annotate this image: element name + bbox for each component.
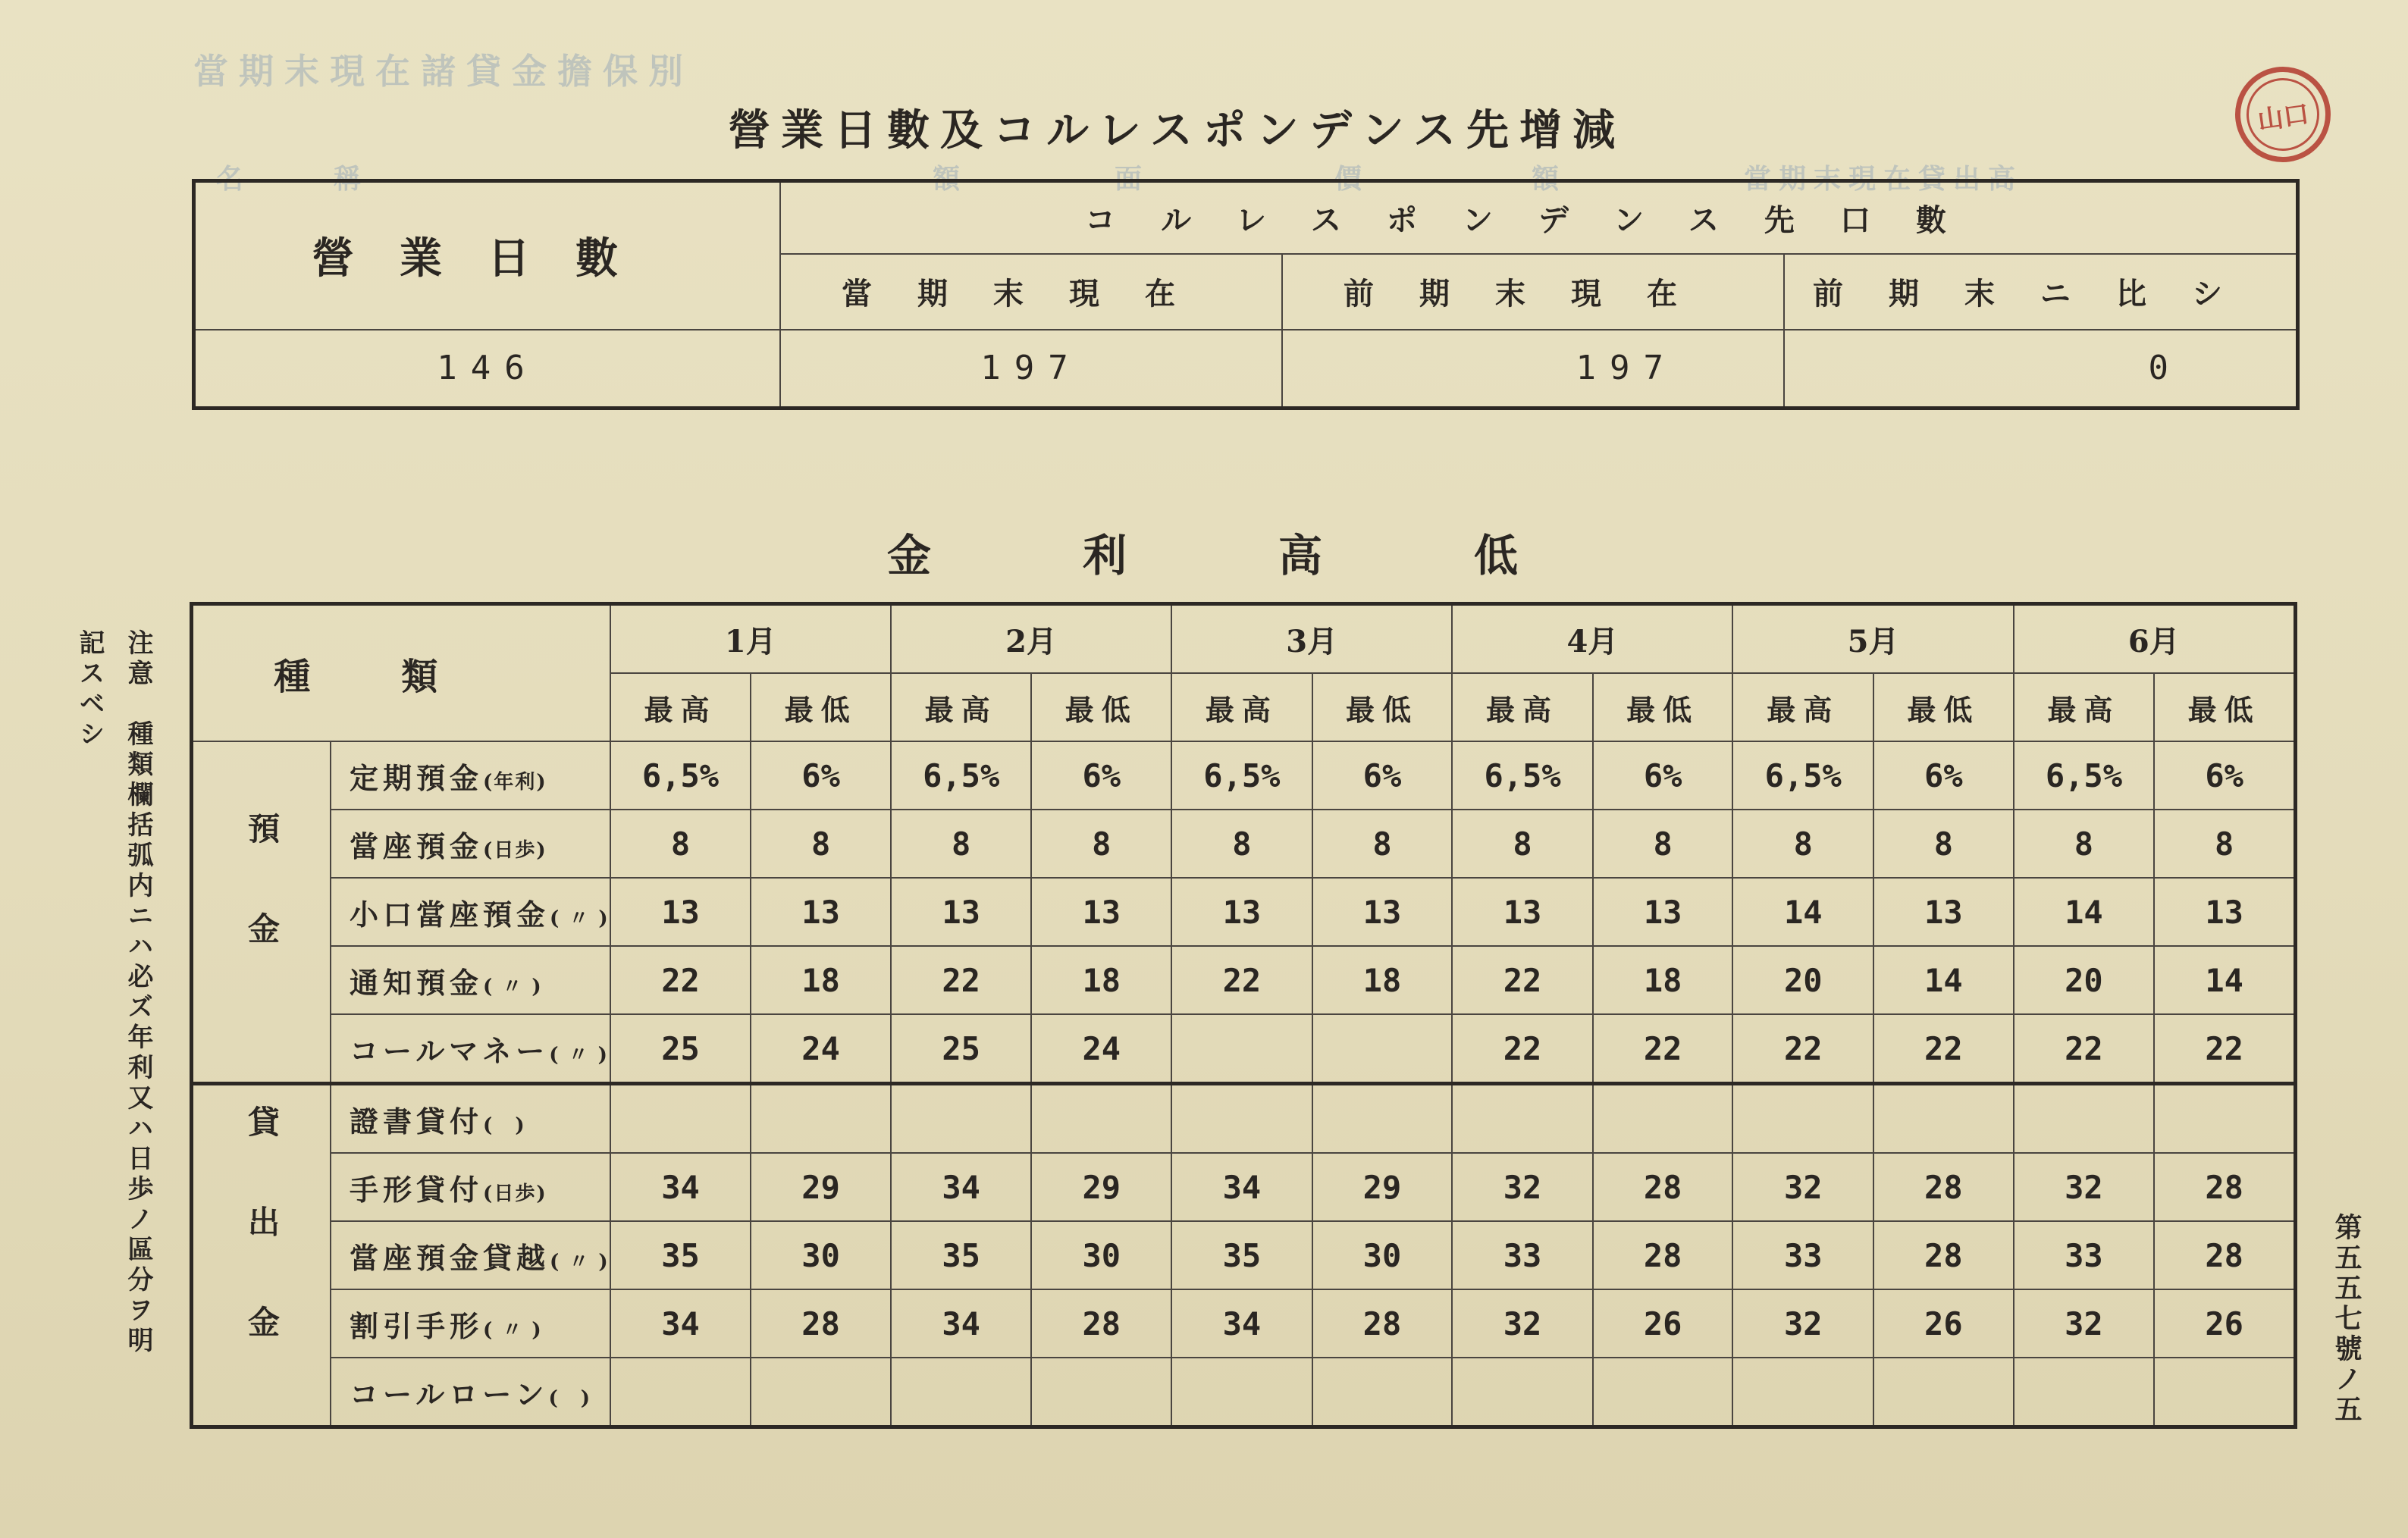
table-row [192,810,2296,878]
table-row [192,946,2296,1014]
rate-cell [1312,1014,1453,1084]
rate-cell: 8 [1312,810,1453,878]
rate-cell: 32 [1732,1153,1873,1221]
rate-cell [891,1358,1032,1427]
rate-cell [891,1084,1032,1154]
rate-cell: 6% [1031,741,1171,810]
rate-cell: 13 [2154,878,2295,946]
rate-cell: 14 [1873,946,2014,1014]
seal-text: 山口 [2256,98,2311,136]
rate-cell: 8 [751,810,891,878]
rate-cell: 22 [1171,946,1312,1014]
rate-cell: 24 [1031,1014,1171,1084]
rate-cell: 33 [1732,1221,1873,1289]
rate-cell: 28 [2154,1153,2295,1221]
rate-cell: 14 [1732,878,1873,946]
interest-rates-table [190,602,2297,1429]
rate-cell: 26 [1873,1289,2014,1358]
rate-cell: 28 [1593,1221,1733,1289]
rate-cell [610,1084,751,1154]
rate-cell: 34 [891,1153,1032,1221]
ghost-col-balance: 當期末現在貸出高 [1744,163,2024,195]
rate-item-name: コールマネー [350,1033,550,1068]
rate-cell [1031,1084,1171,1154]
rate-cell: 26 [2154,1289,2295,1358]
table-row [192,1358,2296,1427]
rate-item-label [331,1153,610,1221]
rate-cell: 28 [751,1289,891,1358]
rate-cell: 6% [1593,741,1733,810]
rate-cell [1873,1358,2014,1427]
rate-item-label [331,810,610,878]
month-header: 4月 [1452,604,1732,674]
rate-cell: 14 [2154,946,2295,1014]
rate-cell [1452,1358,1593,1427]
rate-cell: 13 [1452,878,1593,946]
table-row [192,1289,2296,1358]
rate-cell [1171,1358,1312,1427]
rate-cell: 6% [751,741,891,810]
ghost-col-name: 名 [216,163,247,195]
rate-cell: 6,5% [2014,741,2155,810]
max-header: 最高 [2014,673,2155,741]
table-row [192,1084,2296,1154]
table-row [192,1221,2296,1289]
rate-item-unit: ( 〃 ) [550,907,610,930]
table-row [192,1014,2296,1084]
rate-cell: 29 [751,1153,891,1221]
table-row [192,878,2296,946]
month-header: 5月 [1732,604,2013,674]
rate-cell: 13 [1873,878,2014,946]
rates-section-title: 金利高低 [887,530,1670,581]
rate-item-label [331,741,610,810]
max-header: 最高 [1452,673,1593,741]
rate-cell: 13 [1593,878,1733,946]
rate-cell: 34 [1171,1289,1312,1358]
rate-cell: 13 [891,878,1032,946]
rate-item-name: 手形貸付 [350,1172,484,1207]
ghost-col-amount: 額 [933,163,964,195]
corr-current-value: 197 [780,330,1282,409]
rate-cell: 28 [1873,1153,2014,1221]
rate-cell [751,1084,891,1154]
corr-previous-value: 197 [1282,330,1784,409]
corr-current-label: 當期末現在 [780,254,1282,330]
rate-cell: 8 [1873,810,2014,878]
rate-cell: 6% [1312,741,1453,810]
rate-cell: 22 [1873,1014,2014,1084]
business-days-value: 146 [194,330,781,409]
rate-cell [2014,1084,2155,1154]
rate-cell: 29 [1312,1153,1453,1221]
rate-cell: 13 [1031,878,1171,946]
rate-cell: 34 [610,1289,751,1358]
rate-cell: 8 [1171,810,1312,878]
rate-item-name: 小口當座預金 [350,897,550,932]
rate-item-unit: ( ) [483,1114,526,1137]
min-header: 最低 [1031,673,1171,741]
rate-cell: 8 [610,810,751,878]
rate-cell: 25 [610,1014,751,1084]
rate-cell [1312,1358,1453,1427]
correspondents-header: コルレスポンデンス先口數 [780,181,2298,254]
rate-cell: 6,5% [1732,741,1873,810]
rate-cell: 34 [1171,1153,1312,1221]
rate-cell: 30 [751,1221,891,1289]
min-header: 最低 [1873,673,2014,741]
rate-cell: 34 [891,1289,1032,1358]
month-header: 2月 [891,604,1171,674]
category-label: 貸出金 [192,1084,331,1427]
rate-item-name: 證書貸付 [350,1104,484,1139]
month-header: 1月 [610,604,891,674]
rate-cell: 18 [1031,946,1171,1014]
rate-cell: 34 [610,1153,751,1221]
rate-cell: 13 [1171,878,1312,946]
month-header: 3月 [1171,604,1452,674]
corr-previous-label: 前期末現在 [1282,254,1784,330]
min-header: 最低 [2154,673,2295,741]
rate-cell: 22 [610,946,751,1014]
ghost-col-name2: 稱 [334,163,365,195]
rate-item-label [331,1221,610,1289]
ghost-col-value: 價 [1334,163,1365,195]
rate-item-unit: ( ) [548,1386,592,1410]
rate-cell: 8 [2014,810,2155,878]
rate-cell [751,1358,891,1427]
min-header: 最低 [1312,673,1453,741]
rate-cell: 29 [1031,1153,1171,1221]
rate-item-name: 割引手形 [350,1308,484,1343]
min-header: 最低 [751,673,891,741]
rate-cell [1873,1084,2014,1154]
corr-diff-value: 0 [1784,330,2298,409]
rate-cell: 6,5% [1171,741,1312,810]
rate-cell: 6,5% [610,741,751,810]
max-header: 最高 [610,673,751,741]
rate-cell: 24 [751,1014,891,1084]
rate-cell [610,1358,751,1427]
rate-cell: 30 [1312,1221,1453,1289]
rate-cell: 20 [2014,946,2155,1014]
rate-cell: 22 [2154,1014,2295,1084]
business-days-table [192,179,2300,410]
rate-cell: 6% [2154,741,2295,810]
rate-cell: 8 [2154,810,2295,878]
rate-cell: 20 [1732,946,1873,1014]
rate-cell: 32 [2014,1153,2155,1221]
max-header: 最高 [891,673,1032,741]
rate-item-label [331,1014,610,1084]
rate-cell: 33 [2014,1221,2155,1289]
rate-cell: 22 [1452,946,1593,1014]
rate-cell: 28 [1873,1221,2014,1289]
min-header: 最低 [1593,673,1733,741]
rate-cell: 32 [1732,1289,1873,1358]
rate-cell: 22 [2014,1014,2155,1084]
rate-cell [1732,1084,1873,1154]
table-row [192,1153,2296,1221]
rate-cell [1593,1084,1733,1154]
rate-item-label [331,946,610,1014]
document-title: 營業日數及コルレスポンデンス先增減 [728,105,1626,155]
rate-item-label [331,1289,610,1358]
rate-item-label [331,1358,610,1427]
rate-cell: 18 [1593,946,1733,1014]
rate-cell: 32 [1452,1289,1593,1358]
rate-cell [1171,1014,1312,1084]
corr-diff-label: 前期末ニ比シ [1784,254,2298,330]
rate-cell: 8 [1031,810,1171,878]
rate-cell: 13 [610,878,751,946]
rate-cell [1312,1084,1453,1154]
category-label: 預金 [192,741,331,1084]
max-header: 最高 [1171,673,1312,741]
rate-cell: 22 [1452,1014,1593,1084]
rate-cell [2154,1358,2295,1427]
rate-cell: 8 [1452,810,1593,878]
rate-cell: 13 [751,878,891,946]
rate-item-name: 當座預金 [350,829,484,863]
max-header: 最高 [1732,673,1873,741]
table-row [192,741,2296,810]
rate-cell [1452,1084,1593,1154]
rate-cell [2154,1084,2295,1154]
rate-cell: 30 [1031,1221,1171,1289]
rate-cell: 18 [751,946,891,1014]
rate-cell: 18 [1312,946,1453,1014]
rate-item-label [331,878,610,946]
rate-item-unit: ( 〃 ) [550,1250,610,1273]
rate-item-name: コールローン [350,1377,549,1411]
rate-cell: 35 [1171,1221,1312,1289]
rate-item-name: 通知預金 [350,965,484,1000]
rate-item-unit: (日歩) [483,838,547,862]
rate-cell: 8 [1593,810,1733,878]
rate-cell: 28 [1312,1289,1453,1358]
month-header: 6月 [2014,604,2296,674]
kind-header: 種類 [192,604,610,742]
rate-cell: 22 [1593,1014,1733,1084]
rate-cell: 8 [891,810,1032,878]
rate-cell: 22 [891,946,1032,1014]
rate-cell: 25 [891,1014,1032,1084]
rate-item-name: 當座預金貸越 [350,1240,550,1275]
ghost-header: 當期末現在諸貸金擔保別 [193,51,694,92]
rate-cell [1732,1358,1873,1427]
rate-item-unit: ( 〃 ) [483,1318,543,1342]
side-note: 注意 種類欄括弧内ニハ必ズ年利又ハ日歩ノ區分ヲ明記スベシ [74,629,153,1357]
rate-cell: 8 [1732,810,1873,878]
rate-item-label [331,1084,610,1154]
rate-cell: 28 [1031,1289,1171,1358]
rate-cell: 14 [2014,878,2155,946]
rate-cell: 28 [1593,1153,1733,1221]
rate-cell: 32 [1452,1153,1593,1221]
rate-item-name: 定期預金 [350,760,484,795]
ghost-col-amount2: 額 [1532,163,1563,195]
rate-item-unit: (年利) [483,770,547,794]
rate-cell: 13 [1312,878,1453,946]
form-code: 第五五七號ノ五 [2331,1213,2363,1425]
rate-cell [2014,1358,2155,1427]
rate-cell: 35 [891,1221,1032,1289]
rate-cell: 6,5% [1452,741,1593,810]
rate-item-unit: ( 〃 ) [549,1043,609,1067]
rate-cell: 6,5% [891,741,1032,810]
business-days-label: 營業日數 [194,181,781,330]
rate-cell [1171,1084,1312,1154]
rate-cell: 32 [2014,1289,2155,1358]
ghost-col-face: 面 [1115,163,1146,195]
rate-cell: 35 [610,1221,751,1289]
rate-cell: 6% [1873,741,2014,810]
rate-cell: 22 [1732,1014,1873,1084]
rate-cell: 28 [2154,1221,2295,1289]
rate-cell: 33 [1452,1221,1593,1289]
rate-cell: 26 [1593,1289,1733,1358]
rate-cell [1031,1358,1171,1427]
rate-cell [1593,1358,1733,1427]
rate-item-unit: ( 〃 ) [483,975,543,998]
rate-item-unit: (日歩) [483,1182,547,1205]
